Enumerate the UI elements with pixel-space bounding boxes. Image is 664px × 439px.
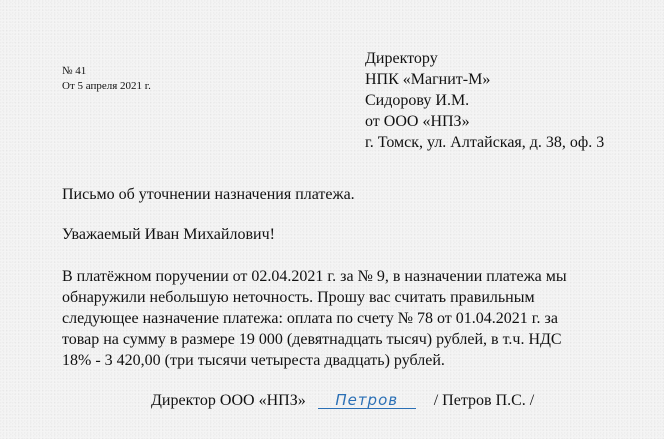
addressee-line: НПК «Магнит-М» [365, 71, 491, 88]
body-line: обнаружили небольшую неточность. Прошу вас считать правильным [62, 289, 535, 306]
sender-address-line: г. Томск, ул. Алтайская, д. 38, оф. 3 [365, 134, 605, 151]
letter-subject: Письмо об уточнении назначения платежа. [62, 186, 355, 203]
body-line: 18% - 3 420,00 (три тысячи четыреста двадцать) рублей. [62, 352, 445, 369]
letter-date: От 5 апреля 2021 г. [62, 80, 151, 92]
addressee-line: Директору [365, 50, 438, 67]
body-line: В платёжном поручении от 02.04.2021 г. за № 9, в назначении платежа мы [62, 268, 567, 285]
addressee-block [365, 48, 604, 153]
signatory-name: / Петров П.С. / [433, 392, 535, 409]
letter-body [62, 266, 567, 371]
signature-block [151, 392, 534, 410]
letter-greeting: Уважаемый Иван Михайлович! [62, 226, 275, 243]
signatory-title: Директор ООО «НПЗ» [151, 392, 306, 409]
letter-number: № 41 [62, 65, 87, 77]
addressee-line: Сидорову И.М. [365, 92, 470, 109]
body-line: товар на сумму в размере 19 000 (девятнадцать тысяч) рублей, в т.ч. НДС [62, 331, 562, 348]
body-line: следующее назначение платежа: оплата по счету № 78 от 01.04.2021 г. за [62, 310, 558, 327]
handwritten-signature: Петров [318, 393, 416, 409]
letter-reference [62, 64, 151, 94]
sender-line: от ООО «НПЗ» [365, 113, 470, 130]
